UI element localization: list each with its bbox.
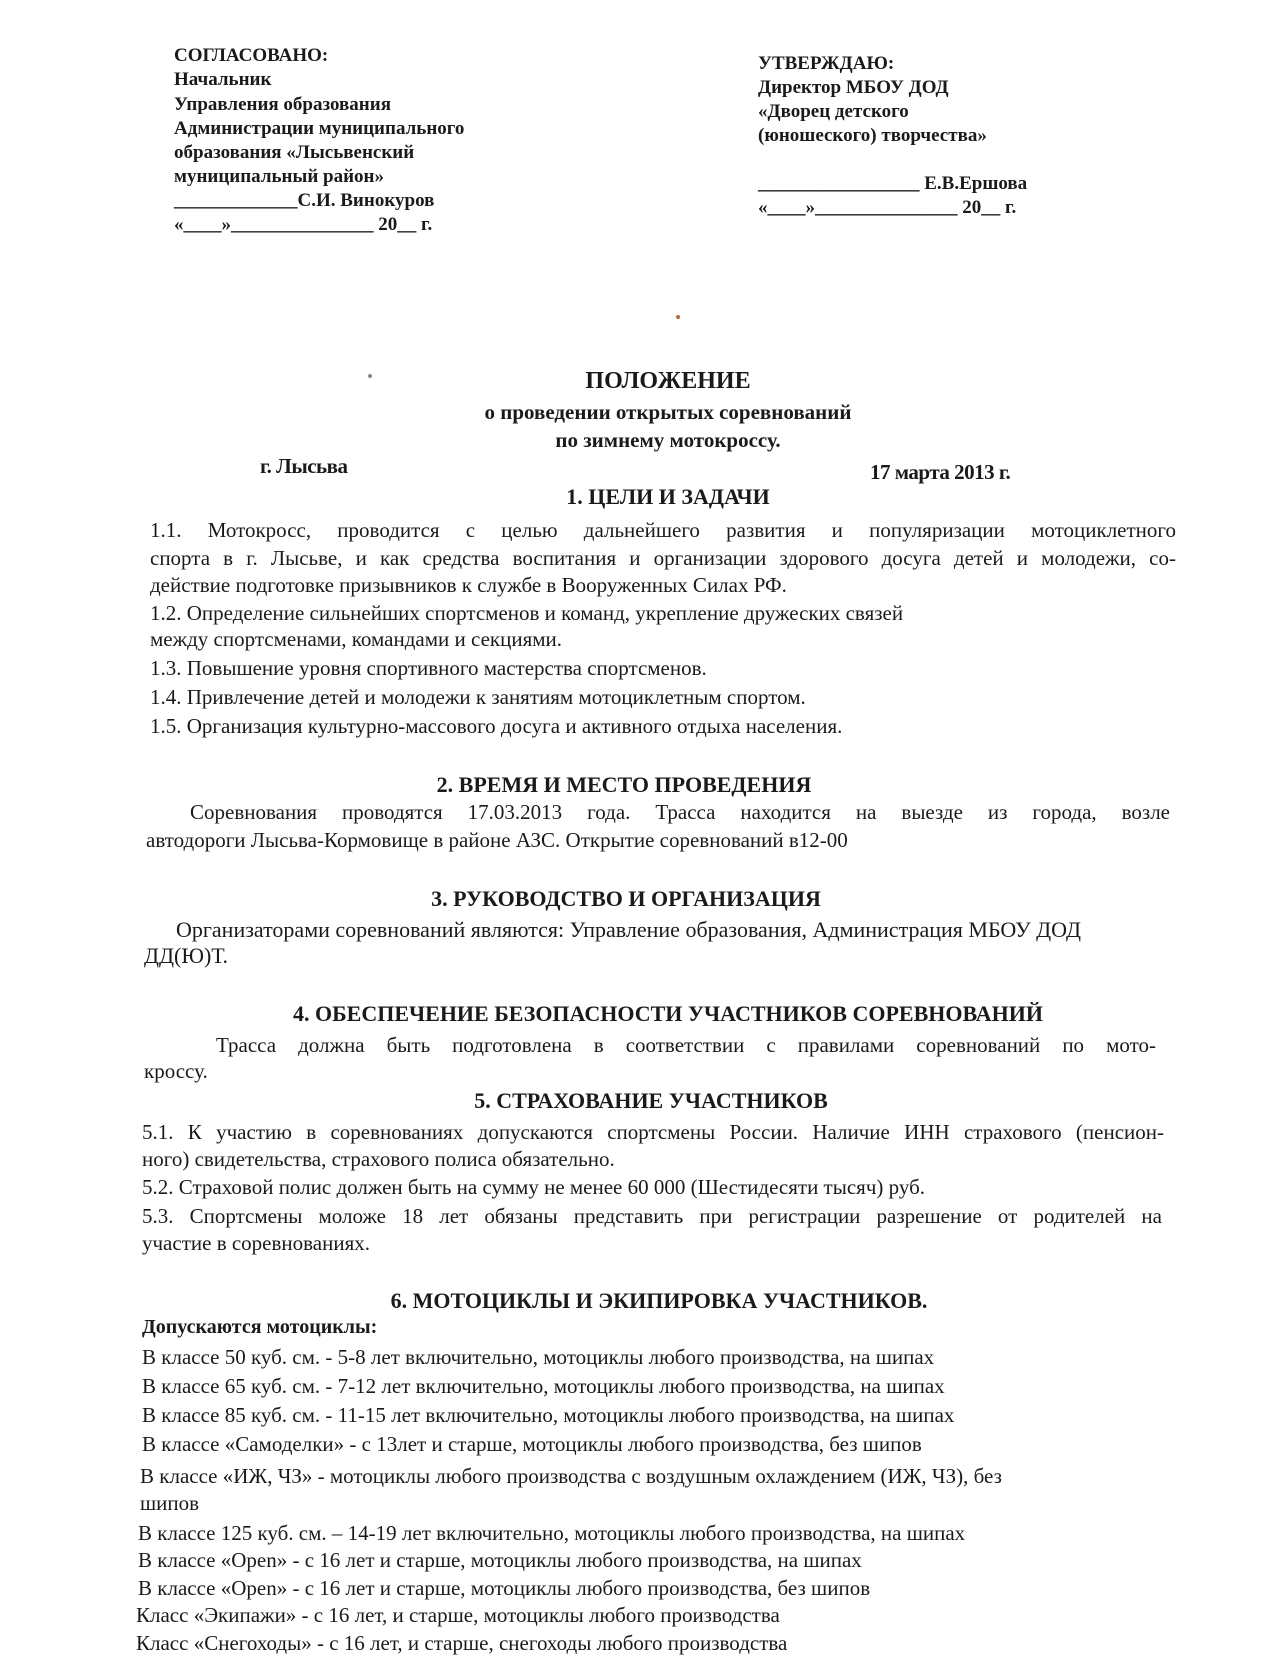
section-3-heading: 3. РУКОВОДСТВО И ОРГАНИЗАЦИЯ: [431, 886, 821, 911]
document-subtitle-line: по зимнему мотокроссу.: [555, 428, 781, 452]
approval-right-line: «Дворец детского: [758, 101, 909, 122]
approval-right-signature-line: _________________ Е.В.Ершова: [758, 173, 1028, 194]
section-5-paragraph-line: ного) свидетельства, страхового полиса обязательно.: [142, 1147, 615, 1171]
approval-right-line: УТВЕРЖДАЮ:: [758, 53, 895, 74]
class-list-item: В классе «ИЖ, ЧЗ» - мотоциклы любого производства с воздушным охлаждением (ИЖ, ЧЗ), без: [140, 1464, 1002, 1488]
approval-left-line: образования «Лысьвенский: [174, 142, 415, 163]
document-title: ПОЛОЖЕНИЕ: [585, 368, 751, 394]
section-1-item-1-2: 1.2. Определение сильнейших спортсменов и команд, укрепление дружеских связей: [150, 601, 904, 625]
section-2-paragraph-line: Соревнования проводятся 17.03.2013 года. Трасса находится на выезде из города, возле: [190, 800, 1170, 824]
approval-right-line: (юношеского) творчества»: [758, 125, 987, 146]
section-1-item-1-3: 1.3. Повышение уровня спортивного мастерства спортсменов.: [150, 656, 707, 680]
section-3-paragraph-line: ДД(Ю)Т.: [144, 943, 229, 968]
approval-left-line: муниципальный район»: [174, 166, 384, 187]
approval-left-line: СОГЛАСОВАНО:: [174, 45, 329, 66]
section-1-item-1-4: 1.4. Привлечение детей и молодежи к занятиям мотоциклетным спортом.: [150, 685, 806, 709]
section-5-item-5-3-cont: участие в соревнованиях.: [142, 1231, 370, 1255]
section-1-item-1-5: 1.5. Организация культурно-массового досуга и активного отдыха населения.: [150, 714, 843, 738]
approval-left-date-line: «____»_______________ 20__ г.: [174, 214, 433, 235]
section-2-paragraph-line: автодороги Лысьва-Кормовище в районе АЗС. Открытие соревнований в12-00: [146, 828, 848, 852]
class-list-item: Класс «Снегоходы» - с 16 лет, и старше, снегоходы любого производства: [136, 1631, 788, 1655]
section-1-item-1-2-cont: между спортсменами, командами и секциями.: [150, 627, 563, 651]
document-subtitle-line: о проведении открытых соревнований: [484, 400, 852, 424]
section-1-heading: 1. ЦЕЛИ И ЗАДАЧИ: [566, 484, 770, 509]
section-4-paragraph-line: кроссу.: [144, 1059, 208, 1083]
section-2-heading: 2. ВРЕМЯ И МЕСТО ПРОВЕДЕНИЯ: [436, 772, 812, 797]
class-list-item: В классе «Open» - с 16 лет и старше, мотоциклы любого производства, без шипов: [138, 1576, 871, 1600]
approval-left-signature-line: _____________С.И. Винокуров: [174, 190, 435, 211]
section-5-item-5-2: 5.2. Страховой полис должен быть на сумму не менее 60 000 (Шестидесяти тысяч) руб.: [142, 1175, 926, 1199]
approval-left-line: Администрации муниципального: [174, 118, 465, 139]
section-1-paragraph-line: 1.1. Мотокросс, проводится с целью дальнейшего развития и популяризации мотоциклетного: [150, 518, 1176, 542]
section-4-heading: 4. ОБЕСПЕЧЕНИЕ БЕЗОПАСНОСТИ УЧАСТНИКОВ СОРЕВНОВАНИЙ: [293, 1001, 1043, 1026]
section-3-paragraph-line: Организаторами соревнований являются: Управление образования, Администрация МБОУ ДОД: [176, 917, 1081, 942]
section-5-item-5-3: 5.3. Спортсмены моложе 18 лет обязаны представить при регистрации разрешение от родителей на: [142, 1204, 1162, 1228]
section-6-heading: 6. МОТОЦИКЛЫ И ЭКИПИРОВКА УЧАСТНИКОВ.: [390, 1288, 928, 1313]
section-4-paragraph-line: Трасса должна быть подготовлена в соответствии с правилами соревнований по мото-: [216, 1033, 1156, 1057]
section-5-paragraph-line: 5.1. К участию в соревнованиях допускаются спортсмены России. Наличие ИНН страхового (пенсион-: [142, 1120, 1164, 1144]
scan-speck: [676, 315, 680, 319]
class-list-item: Класс «Экипажи» - с 16 лет, и старше, мотоциклы любого производства: [136, 1603, 780, 1627]
section-6-subheading: Допускаются мотоциклы:: [142, 1316, 378, 1338]
approval-right-line: Директор МБОУ ДОД: [758, 77, 949, 98]
class-list-item: В классе 50 куб. см. - 5-8 лет включительно, мотоциклы любого производства, на шипах: [142, 1345, 935, 1369]
section-1-paragraph-line: спорта в г. Лысьве, и как средства воспитания и организации здорового досуга детей и молодежи, со-: [150, 546, 1176, 570]
class-list-item: В классе «Самоделки» - с 13лет и старше, мотоциклы любого производства, без шипов: [142, 1432, 922, 1456]
class-list-item: В классе 125 куб. см. – 14-19 лет включительно, мотоциклы любого производства, на шипах: [138, 1521, 966, 1545]
document-date: 17 марта 2013 г.: [870, 460, 1011, 484]
approval-right-date-line: «____»_______________ 20__ г.: [758, 197, 1017, 218]
class-list-item: В классе «Open» - с 16 лет и старше, мотоциклы любого производства, на шипах: [138, 1548, 862, 1572]
document-place: г. Лысьва: [260, 454, 348, 478]
approval-left-line: Управления образования: [174, 94, 391, 115]
class-list-item-cont: шипов: [140, 1491, 200, 1515]
class-list-item: В классе 65 куб. см. - 7-12 лет включительно, мотоциклы любого производства, на шипах: [142, 1374, 945, 1398]
class-list-item: В классе 85 куб. см. - 11-15 лет включительно, мотоциклы любого производства, на шипах: [142, 1403, 955, 1427]
section-1-paragraph-line: действие подготовке призывников к службе в Вооруженных Силах РФ.: [150, 573, 787, 597]
approval-left-line: Начальник: [174, 69, 272, 90]
section-5-heading: 5. СТРАХОВАНИЕ УЧАСТНИКОВ: [474, 1088, 828, 1113]
